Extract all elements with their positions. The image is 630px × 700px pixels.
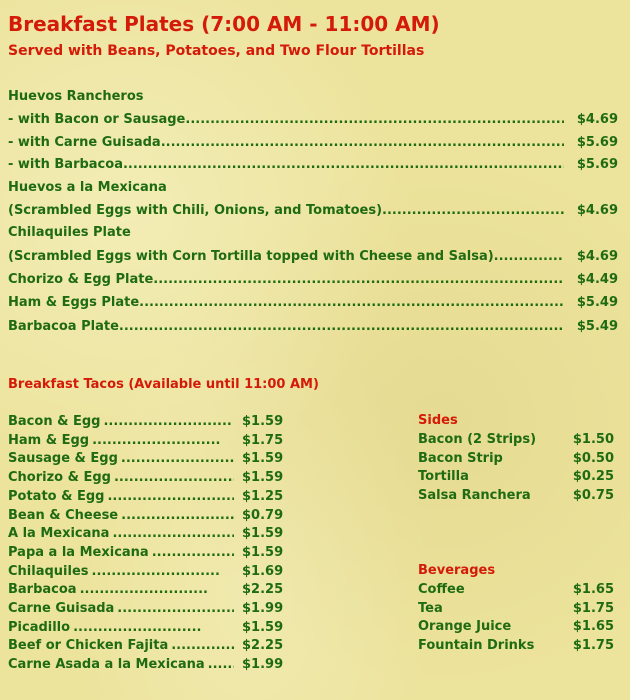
taco-label: Ham & Egg bbox=[8, 432, 90, 448]
dot-leader bbox=[139, 293, 564, 313]
taco-label-wrap bbox=[8, 525, 242, 544]
sides-row bbox=[418, 468, 614, 487]
chilaquiles-heading: Chilaquiles Plate bbox=[8, 225, 131, 240]
beverages-row bbox=[418, 618, 614, 637]
dot-leader bbox=[117, 600, 234, 619]
taco-label: Chorizo & Egg bbox=[8, 470, 111, 486]
taco-label-wrap bbox=[8, 544, 242, 563]
dot-leader bbox=[112, 525, 234, 544]
beverages-price: $1.65 bbox=[572, 582, 614, 597]
taco-price: $1.75 bbox=[242, 432, 284, 448]
taco-price: $1.59 bbox=[242, 526, 284, 542]
taco-label: Potato & Egg bbox=[8, 488, 105, 504]
taco-row bbox=[8, 637, 298, 656]
taco-row bbox=[8, 544, 298, 563]
item-label: Barbacoa Plate bbox=[8, 319, 119, 334]
taco-price: $1.59 bbox=[242, 470, 284, 486]
taco-label: Chilaquiles bbox=[8, 563, 89, 579]
taco-label: Carne Guisada bbox=[8, 601, 115, 616]
taco-label-wrap bbox=[8, 432, 242, 451]
taco-row bbox=[8, 469, 298, 488]
taco-label-wrap bbox=[8, 488, 242, 507]
menu-item-row bbox=[8, 133, 618, 153]
item-price: $4.69 bbox=[576, 203, 618, 218]
taco-label: Picadillo bbox=[8, 619, 71, 635]
beverages-price: $1.75 bbox=[572, 600, 614, 616]
taco-row bbox=[8, 488, 298, 507]
taco-label-wrap bbox=[8, 581, 242, 600]
taco-label-wrap bbox=[8, 450, 242, 469]
taco-label-wrap bbox=[8, 619, 242, 638]
taco-label: Sausage & Egg bbox=[8, 451, 118, 467]
dot-leader bbox=[171, 637, 234, 656]
sides-price: $0.75 bbox=[572, 488, 614, 504]
taco-price: $1.59 bbox=[242, 414, 284, 429]
taco-label-wrap bbox=[8, 656, 242, 675]
dot-leader bbox=[185, 110, 564, 130]
taco-row bbox=[8, 563, 298, 582]
beverages-label: Fountain Drinks bbox=[418, 638, 535, 654]
item-label: Chorizo & Egg Plate bbox=[8, 272, 154, 287]
menu-item-row bbox=[8, 201, 618, 221]
taco-price: $0.79 bbox=[242, 507, 284, 523]
item-label: - with Carne Guisada bbox=[8, 135, 161, 150]
dot-leader bbox=[92, 563, 220, 582]
beverages-row bbox=[418, 581, 614, 600]
sides-row bbox=[418, 450, 614, 469]
menu-item-row bbox=[8, 270, 618, 290]
beverages-row bbox=[418, 637, 614, 656]
dot-leader bbox=[161, 133, 564, 153]
taco-label-wrap bbox=[8, 413, 242, 432]
tacos-heading: Breakfast Tacos (Available until 11:00 AM) bbox=[8, 377, 319, 392]
taco-label: Bean & Cheese bbox=[8, 507, 119, 523]
taco-row bbox=[8, 413, 298, 432]
dot-leader bbox=[153, 270, 564, 290]
dot-leader bbox=[73, 619, 201, 638]
beverages-heading: Beverages bbox=[418, 563, 496, 578]
sides-row bbox=[418, 487, 614, 506]
taco-label: A la Mexicana bbox=[8, 526, 110, 542]
dot-leader bbox=[121, 450, 234, 469]
menu-item-row bbox=[8, 317, 618, 337]
item-price: $4.69 bbox=[576, 249, 618, 264]
sides-label: Bacon Strip bbox=[418, 450, 503, 466]
taco-label-wrap bbox=[8, 600, 242, 619]
taco-price: $2.25 bbox=[242, 638, 284, 654]
menu-item-row bbox=[8, 110, 618, 130]
menu-item-row bbox=[8, 155, 618, 175]
taco-row bbox=[8, 450, 298, 469]
item-price: $5.49 bbox=[576, 295, 618, 310]
sides-price: $0.25 bbox=[572, 469, 614, 485]
dot-leader bbox=[208, 656, 234, 675]
beverages-label: Tea bbox=[418, 600, 443, 616]
menu-item-row bbox=[8, 293, 618, 313]
item-price: $5.69 bbox=[576, 135, 618, 150]
taco-label: Bacon & Egg bbox=[8, 414, 101, 429]
taco-price: $1.99 bbox=[242, 601, 284, 616]
taco-row bbox=[8, 619, 298, 638]
dot-leader bbox=[80, 581, 208, 600]
taco-row bbox=[8, 581, 298, 600]
sides-label: Tortilla bbox=[418, 469, 469, 485]
taco-label-wrap bbox=[8, 507, 242, 526]
taco-price: $1.59 bbox=[242, 544, 284, 560]
dot-leader bbox=[494, 247, 564, 267]
taco-label: Papa a la Mexicana bbox=[8, 544, 149, 560]
beverages-label: Orange Juice bbox=[418, 619, 512, 635]
taco-price: $1.59 bbox=[242, 451, 284, 467]
item-label: - with Barbacoa bbox=[8, 157, 123, 172]
dot-leader bbox=[119, 317, 564, 337]
beverages-price: $1.65 bbox=[572, 619, 614, 635]
taco-row bbox=[8, 600, 298, 619]
taco-label: Carne Asada a la Mexicana bbox=[8, 657, 205, 673]
dot-leader bbox=[152, 544, 234, 563]
dot-leader bbox=[103, 413, 231, 432]
menu-item-row bbox=[8, 247, 618, 267]
taco-label-wrap bbox=[8, 469, 242, 488]
taco-price: $1.69 bbox=[242, 563, 284, 579]
huevos-rancheros-heading: Huevos Rancheros bbox=[8, 89, 144, 104]
sides-label: Bacon (2 Strips) bbox=[418, 432, 537, 447]
menu-subtitle: Served with Beans, Potatoes, and Two Flour Tortillas bbox=[8, 43, 425, 59]
item-price: $5.69 bbox=[576, 157, 618, 172]
huevos-mexicana-heading: Huevos a la Mexicana bbox=[8, 180, 167, 195]
item-price: $4.49 bbox=[576, 272, 618, 287]
beverages-label: Coffee bbox=[418, 582, 465, 597]
taco-row bbox=[8, 507, 298, 526]
dot-leader bbox=[123, 155, 564, 175]
taco-price: $1.59 bbox=[242, 619, 284, 635]
sides-price: $0.50 bbox=[572, 450, 614, 466]
beverages-price: $1.75 bbox=[572, 638, 614, 654]
taco-row bbox=[8, 656, 298, 675]
taco-label: Beef or Chicken Fajita bbox=[8, 638, 169, 654]
item-price: $4.69 bbox=[576, 112, 618, 127]
item-label: - with Bacon or Sausage bbox=[8, 112, 186, 127]
item-label: (Scrambled Eggs with Chili, Onions, and Tomatoes) bbox=[8, 203, 383, 218]
dot-leader bbox=[114, 469, 234, 488]
taco-label-wrap bbox=[8, 563, 242, 582]
taco-price: $2.25 bbox=[242, 582, 284, 598]
taco-label: Barbacoa bbox=[8, 582, 77, 598]
sides-row bbox=[418, 431, 614, 450]
dot-leader bbox=[107, 488, 234, 507]
item-label: Ham & Eggs Plate bbox=[8, 295, 140, 310]
taco-row bbox=[8, 432, 298, 451]
dot-leader bbox=[121, 507, 234, 526]
taco-price: $1.25 bbox=[242, 488, 284, 504]
item-label: (Scrambled Eggs with Corn Tortilla topped with Cheese and Salsa) bbox=[8, 249, 494, 264]
sides-price: $1.50 bbox=[572, 432, 614, 447]
beverages-row bbox=[418, 600, 614, 619]
taco-label-wrap bbox=[8, 637, 242, 656]
sides-label: Salsa Ranchera bbox=[418, 488, 531, 504]
dot-leader bbox=[92, 432, 220, 451]
taco-row bbox=[8, 525, 298, 544]
item-price: $5.49 bbox=[576, 319, 618, 334]
taco-price: $1.99 bbox=[242, 657, 284, 673]
dot-leader bbox=[382, 201, 564, 221]
sides-heading: Sides bbox=[418, 413, 458, 428]
menu-title: Breakfast Plates (7:00 AM - 11:00 AM) bbox=[8, 12, 440, 36]
